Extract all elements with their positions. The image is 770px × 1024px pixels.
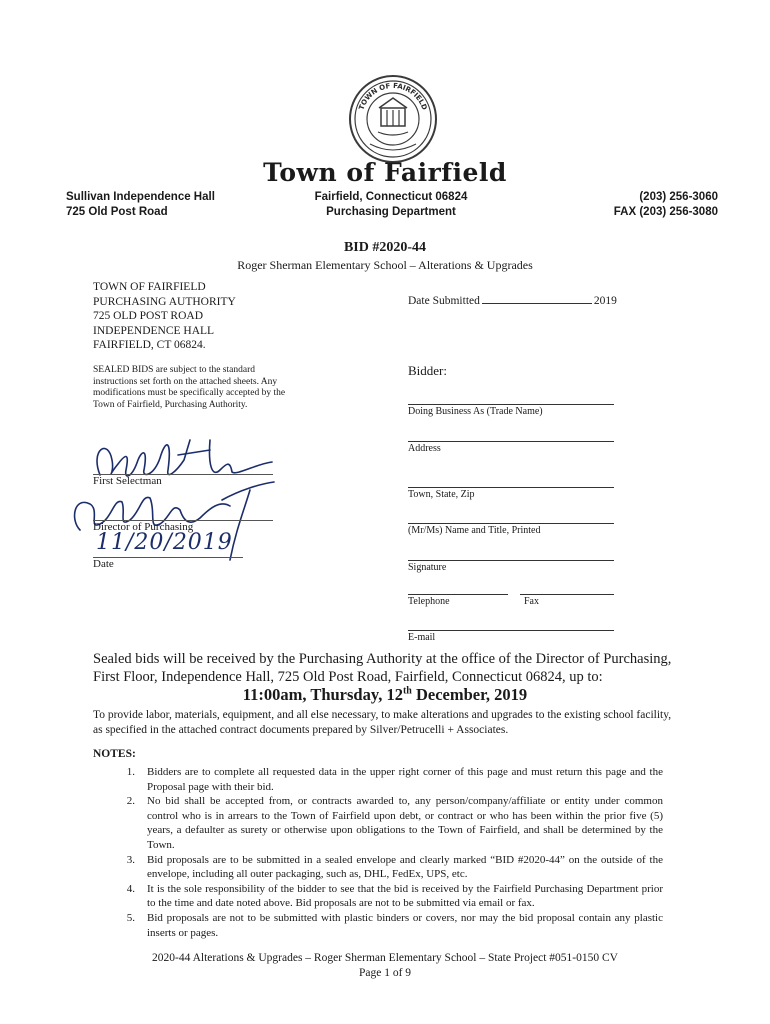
telephone-line[interactable] [408,594,508,595]
trade-name-label: Doing Business As (Trade Name) [408,406,543,417]
footer-project: 2020-44 Alterations & Upgrades – Roger Sherman Elementary School – State Project #051-0150 CV [152,952,618,964]
office-address [66,190,215,220]
email-label: E-mail [408,632,436,643]
date-submitted-field[interactable] [408,293,617,307]
note-number: 1. [126,766,135,778]
bid-number: BID #2020-44 [343,240,427,255]
signature-label: Signature [408,562,447,573]
list-item [93,765,663,794]
signed-date: 11/20/2019 [96,530,233,555]
page-number: Page 1 of 9 [358,967,412,979]
date-submitted-year: 2019 [593,295,617,307]
phone-number: (203) 256-3060 [639,191,718,203]
date-line [93,557,243,558]
name-title-line[interactable] [408,523,614,524]
town-title: Town of Fairfield [263,158,507,187]
page-footer [0,951,770,981]
scope-of-work: To provide labor, materials, equipment, and all else necessary, to make alterations and upgrades to the existing school facility, as specified in the attached contract documents prepared by Silver/Petrucelli + Associates. [93,709,672,736]
deadline-date: December, 2019 [411,685,528,704]
address-line: TOWN OF FAIRFIELD [93,281,206,293]
handwritten-signatures [60,420,280,580]
office-street: 725 Old Post Road [66,206,168,218]
town-seal-icon [348,74,438,164]
first-selectman-signature [97,440,272,476]
seal-text: TOWN OF FAIRFIELD [357,81,429,112]
first-selectman-label: First Selectman [93,475,162,487]
list-item [93,882,663,911]
date-submitted-label: Date Submitted [408,295,480,307]
list-item [93,853,663,882]
name-title-label: (Mr/Ms) Name and Title, Printed [408,525,541,536]
deadline-time: 11:00am, Thursday, 12 [242,685,403,704]
submission-instructions: Sealed bids will be received by the Purchasing Authority at the office of the Director of Purchasing, First Floor, Independence Hall, 725 Old Post Road, Fairfield, Connecticut 06824, up to: [93,651,672,685]
fax-label: Fax [524,596,539,607]
sealed-bids-note: SEALED BIDS are subject to the standard instructions set forth on the attached sheets. Any modifications must be specifically accepted by the Town of Fairfield, Purchasing Authority. [93,365,286,410]
department-info [300,190,482,220]
address-line: INDEPENDENCE HALL [93,324,215,337]
contact-numbers [560,190,718,220]
note-number: 2. [126,795,135,808]
authority-address [93,280,236,353]
notes-list [93,765,663,940]
director-label: Director of Purchasing [93,521,194,533]
office-name: Sullivan Independence Hall [66,191,215,203]
address-line: 725 OLD POST ROAD [93,310,204,322]
address-line: FAIRFIELD, CT 06824. [93,339,206,351]
deadline-suffix: th [402,685,412,697]
address-label: Address [408,443,441,454]
note-text: Bid proposals are to be submitted in a sealed envelope and clearly marked “BID #2020-44” on the outside of the envelope, including all outer packaging, such as, DHL, FedEx, UPS, etc. [147,853,663,881]
project-title: Roger Sherman Elementary School – Alterations & Upgrades [237,258,533,272]
signature-line[interactable] [408,560,614,561]
note-number: 3. [126,853,135,866]
note-number: 5. [126,911,135,924]
note-text: Bidders are to complete all requested data in the upper right corner of this page and must return this page and the Proposal page with their bid. [147,766,663,793]
list-item [93,911,663,940]
town-state-zip-line[interactable] [408,487,614,488]
bidder-label: Bidder: [408,363,447,378]
note-text: Bid proposals are not to be submitted with plastic binders or covers, nor may the bid proposal contain any plastic inserts or pages. [147,911,663,939]
note-text: No bid shall be accepted from, or contracts awarded to, any person/company/affiliate or entity under common control who is in arrears to the Town of Fairfield upon debt, or contract or who has been within the prior five (5) years, a defaulter as surety or otherwise upon obligations to the Town of Fairfield, and shall be determined by the Town. [147,795,663,851]
department-name: Purchasing Department [326,206,456,218]
telephone-label: Telephone [408,596,450,607]
list-item [93,794,663,852]
fax-number: FAX (203) 256-3080 [613,206,718,218]
svg-text:TOWN OF FAIRFIELD [358,82,429,111]
city-state: Fairfield, Connecticut 06824 [314,191,468,203]
fax-line[interactable] [520,594,614,595]
note-number: 4. [126,882,135,895]
notes-title: NOTES: [93,748,136,760]
date-label: Date [93,558,114,570]
note-text: It is the sole responsibility of the bidder to see that the bid is received by the Fairfield Purchasing Department prior to the time and date noted above. Bid proposals are not to be submitted via email or fax. [147,882,663,910]
address-line-blank[interactable] [408,441,614,442]
trade-name-line[interactable] [408,404,614,405]
bid-deadline [0,685,770,705]
date-submitted-blank[interactable] [482,293,592,304]
address-line: PURCHASING AUTHORITY [93,295,236,308]
email-line[interactable] [408,630,614,631]
town-state-zip-label: Town, State, Zip [408,489,475,500]
